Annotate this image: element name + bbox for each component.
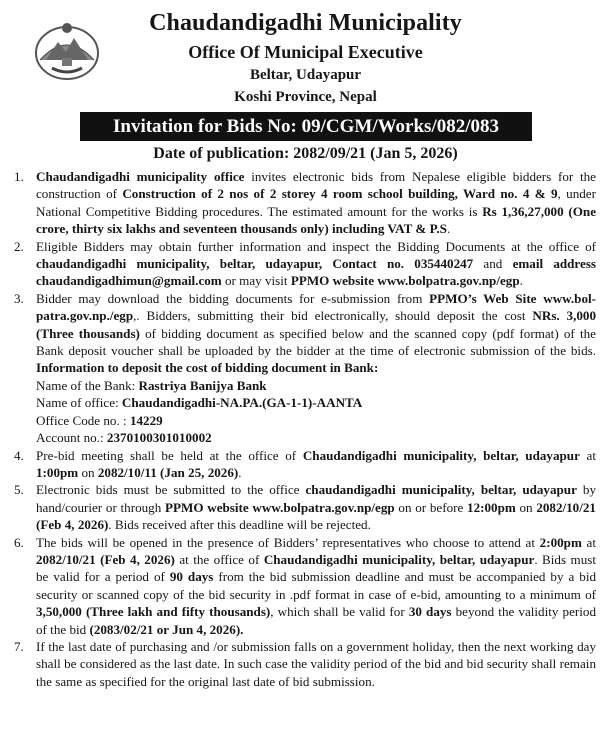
clause-number: 7. <box>14 638 24 654</box>
text-run: . <box>446 221 451 237</box>
bold-text: 3,50,000 (Three lakh and fifty thousands) <box>36 604 271 620</box>
clause-number: 1. <box>14 169 24 184</box>
clause-5 <box>14 481 596 533</box>
bold-text: PPMO website www.bolpatra.gov.np/egp <box>290 273 520 289</box>
clause-text <box>36 448 596 480</box>
bold-text: (2083/02/21 or Jun 4, 2026). <box>89 621 244 637</box>
clause-text <box>36 291 596 376</box>
bank-detail-line <box>36 412 596 429</box>
text-run: If the last date of purchasing and /or submission falls on a government holiday, then the next working day shall be considered as the last date. In such case the validity period of the bid and bid security shall remain the same as specified for the original last date of bid submission. <box>36 638 596 689</box>
bold-text: chaudandigadhi municipality, beltar, udayapur <box>305 482 577 498</box>
bold-text: 2:00pm <box>539 534 582 550</box>
bold-text: NRs. 3,000 (Three thousands) <box>36 308 596 341</box>
bold-text: Chaudandigadhi municipality, beltar, udayapur <box>263 551 535 567</box>
bold-text: 2082/10/11 (Jan 25, 2026) <box>97 464 239 480</box>
text-run: or may visit <box>221 273 291 289</box>
clause-3 <box>14 290 596 447</box>
text-run: on <box>515 499 537 515</box>
text-run: ,. Bidders, submitting their bid electronically, should deposit the cost <box>133 308 533 324</box>
bold-text: Chaudandigadhi-NA.PA.(GA-1-1)-AANTA <box>121 395 363 411</box>
text-run: Electronic bids must be submitted to the office <box>36 482 306 498</box>
bold-text: Chaudandigadhi municipality office <box>36 169 245 184</box>
bold-text: Construction of 2 nos of 2 storey 4 room school building, Ward no. 4 & 9 <box>122 186 558 202</box>
text-run: Pre-bid meeting shall be held at the office of <box>36 447 303 463</box>
text-run: Name of the Bank: <box>36 377 139 393</box>
bold-text: 2370100301010002 <box>106 430 212 446</box>
text-run: from the bid submission deadline and must be accompanied by a bid security or scanned copy of the bid security in .pdf format in case of e-bid, amounting to a minimum of <box>36 569 596 602</box>
bank-detail-line <box>36 377 596 394</box>
text-run: invites electronic bids from Nepalese eligible bidders for the construction of <box>36 169 596 202</box>
clause-text <box>36 639 596 689</box>
office-name: Office Of Municipal Executive <box>188 42 423 62</box>
bold-text: Information to deposit the cost of bidding document in Bank: <box>36 360 379 376</box>
text-run: Name of office: <box>36 395 122 411</box>
text-run: of bidding document as specified below and the scanned copy (pdf format) of the Bank deposit voucher shall be uploaded by the bidder at the time of electronic submission of the bids. <box>36 325 596 359</box>
bold-text: PPMO website www.bolpatra.gov.np/egp <box>164 499 395 515</box>
bold-text: Chaudandigadhi municipality, beltar, udayapur <box>302 447 580 463</box>
text-run: Eligible Bidders may obtain further information and inspect the Bidding Documents at the office of <box>36 238 596 254</box>
clause-4 <box>14 447 596 482</box>
publication-date: Date of publication: 2082/09/21 (Jan 5, 2026) <box>153 145 458 162</box>
clause-text <box>36 239 596 289</box>
bold-text: 12:00pm <box>467 499 516 515</box>
text-run: on <box>78 464 98 480</box>
notice-header <box>0 0 611 114</box>
clause-text <box>36 535 596 637</box>
address-line-2: Koshi Province, Nepal <box>234 89 377 105</box>
text-run: and <box>473 256 513 272</box>
bold-text: email address chaudandigadhimun@gmail.com <box>36 256 597 289</box>
address-line-1: Beltar, Udayapur <box>249 67 362 83</box>
text-run: Office Code no. : <box>36 412 130 428</box>
bold-text: 2082/10/21 (Feb 4, 2026) <box>36 551 175 567</box>
bid-invitation-banner: Invitation for Bids No: 09/CGM/Works/082/083 <box>80 112 532 141</box>
clause-number: 4. <box>14 447 24 463</box>
text-run: on or before <box>394 499 468 515</box>
clause-number: 6. <box>14 534 24 550</box>
text-run: beyond the validity period of the bid <box>36 604 597 637</box>
text-run: The bids will be opened in the presence of Bidders’ representatives who choose to attend at <box>36 534 540 550</box>
text-run: at <box>581 534 596 550</box>
bank-detail-line <box>36 394 596 411</box>
text-run: , under National Competitive Bidding procedures. The estimated amount for the works is <box>36 186 596 219</box>
text-run: , which shall be valid for <box>270 604 409 620</box>
clause-7 <box>14 638 596 690</box>
text-run: at the office of <box>174 551 264 567</box>
text-run: . <box>238 464 242 480</box>
bold-text: chaudandigadhi municipality, beltar, udayapur, Contact no. 035440247 <box>36 256 474 272</box>
bold-text: 90 days <box>169 569 214 585</box>
text-run: . Bids must be valid for a period of <box>36 551 596 585</box>
clause-2 <box>14 238 596 290</box>
text-run: Bidder may download the bidding documents for e-submission from <box>36 290 430 306</box>
clause-1 <box>14 168 596 238</box>
bold-text: 30 days <box>408 604 452 620</box>
bold-text: Rs 1,36,27,000 (One crore, thirty six lakhs and seventeen thousands only) including VAT & P.S <box>36 203 597 237</box>
bold-text: 14229 <box>129 412 163 428</box>
bold-text: PPMO’s Web Site www.bol-patra.gov.np./egp <box>36 290 596 324</box>
clause-number: 3. <box>14 290 24 306</box>
bank-detail-line <box>36 429 596 446</box>
bold-text: Rastriya Banijya Bank <box>138 377 267 393</box>
text-run: . Bids received after this deadline will be rejected. <box>108 517 371 533</box>
text-run: Account no.: <box>36 430 107 446</box>
bold-text: 1:00pm <box>36 464 79 480</box>
text-run: at <box>579 447 596 463</box>
clause-number: 2. <box>14 238 24 254</box>
notice-body <box>14 168 596 690</box>
bold-text: 2082/10/21 (Feb 4, 2026) <box>36 499 596 533</box>
clause-text <box>36 482 596 532</box>
clause-6 <box>14 534 596 638</box>
clause-text <box>36 169 596 236</box>
text-run: . <box>519 273 523 289</box>
clause-number: 5. <box>14 482 24 498</box>
municipality-title: Chaudandigadhi Municipality <box>149 10 462 36</box>
text-run: by hand/courier or through <box>36 482 596 515</box>
